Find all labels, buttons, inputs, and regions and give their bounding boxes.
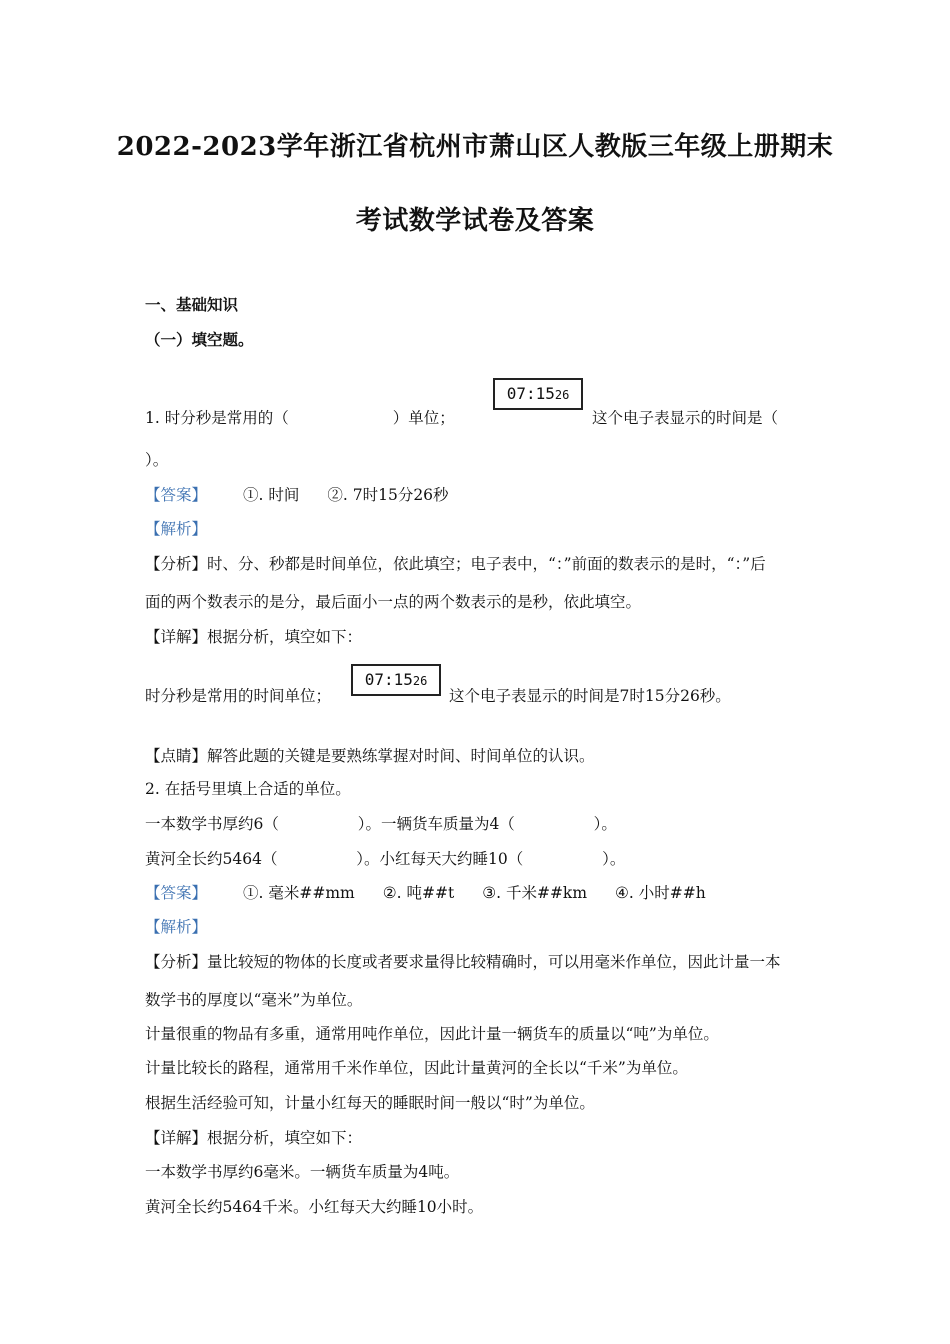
q1-stem-text-d: ）。: [145, 451, 169, 469]
q1-answer-2: ②. 7时15分26秒: [327, 486, 449, 504]
q1-answer-1: ①. 时间: [243, 486, 300, 504]
q2-detail-2: 黄河全长约5464千米。小红每天大约睡10小时。: [145, 1198, 484, 1216]
q1-detail-a: 时分秒是常用的时间单位；: [145, 687, 332, 705]
q2-answer-2: ②. 吨##t: [382, 884, 455, 902]
q2-analysis-1: 【分析】量比较短的物体的长度或者要求量得比较精确时，可以用毫米作单位，因此计量一本: [145, 953, 781, 971]
sub-heading: （一）填空题。: [145, 330, 254, 349]
q1-answer: [145, 483, 449, 505]
section-heading: 一、基础知识: [145, 295, 239, 314]
clock-second-digits-2: 26: [412, 674, 428, 688]
q1-detail-b: 这个电子表显示的时间是7时15分26秒。: [449, 687, 731, 705]
q1-stem: [145, 406, 455, 428]
answer-label: 【答案】: [145, 884, 208, 902]
q1-detail-label: 【详解】根据分析，填空如下：: [145, 628, 363, 646]
q2-line-2: 黄河全长约5464（ ）。小红每天大约睡10（ ）。: [145, 850, 626, 868]
digital-clock-image-2: [351, 664, 441, 696]
clock-main-digits: 07:15: [506, 384, 555, 403]
q1-analysis-1: 【分析】时、分、秒都是时间单位，依此填空；电子表中，“：”前面的数表示的是时，“：”后: [145, 555, 766, 573]
q1-jiexi-label: 【解析】: [145, 520, 208, 538]
q1-comment: 【点睛】解答此题的关键是要熟练掌握对时间、时间单位的认识。: [145, 747, 595, 765]
q2-analysis-5: 根据生活经验可知，计量小红每天的睡眠时间一般以“时”为单位。: [145, 1094, 595, 1112]
clock-main-digits-2: 07:15: [364, 670, 413, 689]
clock-second-digits: 26: [554, 388, 570, 402]
digital-clock-image: [493, 378, 583, 410]
q2-answer: [145, 881, 706, 903]
document-title-line-1: 2022-2023学年浙江省杭州市萧山区人教版三年级上册期末: [116, 132, 834, 162]
q1-analysis-2: 面的两个数表示的是分，最后面小一点的两个数表示的是秒，依此填空。: [145, 593, 642, 611]
document-title-line-2: 考试数学试卷及答案: [355, 206, 595, 236]
q2-answer-3: ③. 千米##km: [482, 884, 588, 902]
q1-stem-text-b: ）单位；: [392, 409, 455, 427]
q2-answer-1: ①. 毫米##mm: [243, 884, 355, 902]
q2-line-1: 一本数学书厚约6（ ）。一辆货车质量为4（ ）。: [145, 815, 617, 833]
q2-analysis-2: 数学书的厚度以“毫米”为单位。: [145, 991, 363, 1009]
q2-analysis-4: 计量比较长的路程，通常用千米作单位，因此计量黄河的全长以“千米”为单位。: [145, 1059, 688, 1077]
q2-detail-1: 一本数学书厚约6毫米。一辆货车质量为4吨。: [145, 1163, 460, 1181]
q2-jiexi-label: 【解析】: [145, 918, 208, 936]
q2-detail-label: 【详解】根据分析，填空如下：: [145, 1129, 363, 1147]
q1-stem-text-a: 1. 时分秒是常用的（: [145, 409, 289, 427]
q2-answer-4: ④. 小时##h: [615, 884, 706, 902]
answer-label: 【答案】: [145, 486, 208, 504]
q2-stem: 2. 在括号里填上合适的单位。: [145, 780, 351, 798]
q2-analysis-3: 计量很重的物品有多重，通常用吨作单位，因此计量一辆货车的质量以“吨”为单位。: [145, 1025, 719, 1043]
q1-stem-text-c: 这个电子表显示的时间是（: [592, 409, 779, 427]
